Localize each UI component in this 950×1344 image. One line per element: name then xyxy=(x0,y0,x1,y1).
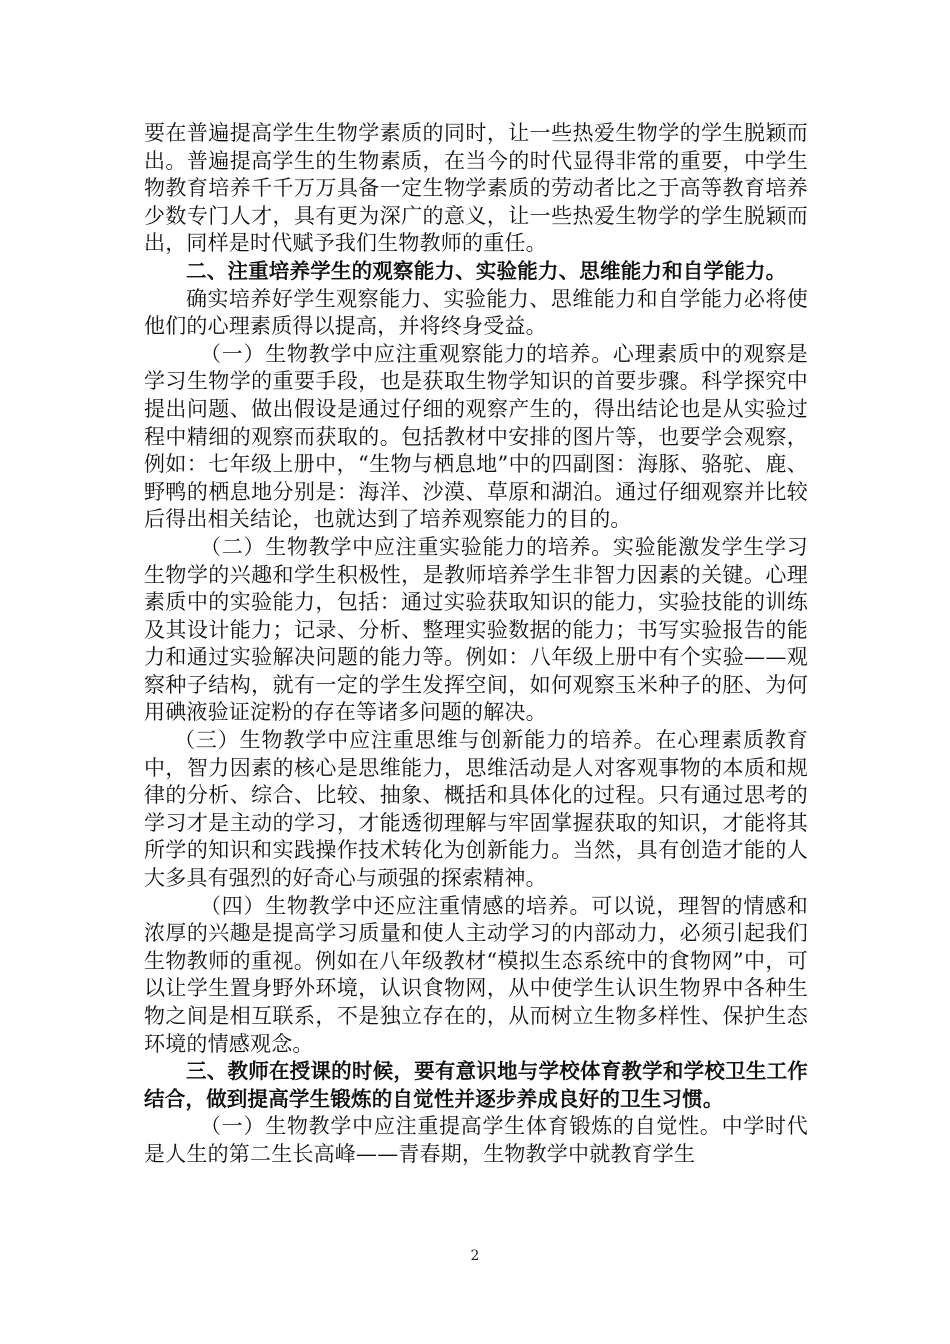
paragraph-physical-exercise: （一）生物教学中应注重提高学生体育锻炼的自觉性。中学时代是人生的第二生长高峰——青春期，生物教学中就教育学生 xyxy=(144,1114,808,1166)
paragraph-experiment-ability: （二）生物教学中应注重实验能力的培养。实验能激发学生学习生物学的兴趣和学生积极性，是教师培养学生非智力因素的关键。心理素质中的实验能力，包括：通过实验获取知识的能力，实验技能的训练及其设计能力；记录、分析、整理实验数据的能力；书写实验报告的能力和通过实验解决问题的能力等。例如：八年级上册中有个实验——观察种子结构，就有一定的学生发挥空间，如何观察玉米种子的胚、为何用碘液验证淀粉的存在等诸多问题的解决。 xyxy=(144,534,808,725)
document-body xyxy=(144,120,808,1169)
section-heading-two: 二、注重培养学生的观察能力、实验能力、思维能力和自学能力。 xyxy=(186,258,787,283)
page-number: 2 xyxy=(470,1248,480,1264)
paragraph-intro-continued: 要在普遍提高学生生物学素质的同时，让一些热爱生物学的学生脱颖而出。普遍提高学生的生物素质，在当今的时代显得非常的重要，中学生物教育培养千千万万具备一定生物学素质的劳动者比之于高等教育培养少数专门人才，具有更为深广的意义，让一些热爱生物学的学生脱颖而出，同样是时代赋予我们生物教师的重任。 xyxy=(144,121,808,256)
section-heading-three: 三、教师在授课的时候，要有意识地与学校体育教学和学校卫生工作结合，做到提高学生锻炼的自觉性并逐步养成良好的卫生习惯。 xyxy=(144,1059,808,1111)
paragraph-thinking-innovation: （三）生物教学中应注重思维与创新能力的培养。在心理素质教育中，智力因素的核心是思维能力，思维活动是人对客观事物的本质和规律的分析、综合、比较、抽象、概括和具体化的过程。只有通过思考的学习才是主动的学习，才能透彻理解与牢固掌握获取的知识，才能将其所学的知识和实践操作技术转化为创新能力。当然，具有创造才能的人大多具有强烈的好奇心与顽强的探索精神。 xyxy=(144,728,808,891)
paragraph-observation-ability: （一）生物教学中应注重观察能力的培养。心理素质中的观察是学习生物学的重要手段，也是获取生物学知识的首要步骤。科学探究中提出问题、做出假设是通过仔细的观察产生的，得出结论也是从实验过程中精细的观察而获取的。包括教材中安排的图片等，也要学会观察，例如：七年级上册中，“生物与栖息地”中的四副图：海豚、骆驼、鹿、野鸭的栖息地分别是：海洋、沙漠、草原和湖泊。通过仔细观察并比较后得出相关结论，也就达到了培养观察能力的目的。 xyxy=(144,341,808,532)
paragraph-section-two-intro: 确实培养好学生观察能力、实验能力、思维能力和自学能力必将使他们的心理素质得以提高，并将终身受益。 xyxy=(144,286,808,339)
paragraph-emotion-cultivation: （四）生物教学中还应注重情感的培养。可以说，理智的情感和浓厚的兴趣是提高学习质量和使人主动学习的内部动力，必须引起我们生物教师的重视。例如在八年级教材“模拟生态系统中的食物网”中，可以让学生置身野外环境，认识食物网，从中使学生认识生物界中各种生物之间是相互联系，不是独立存在的，从而树立生物多样性、保护生态环境的情感观念。 xyxy=(144,893,808,1056)
